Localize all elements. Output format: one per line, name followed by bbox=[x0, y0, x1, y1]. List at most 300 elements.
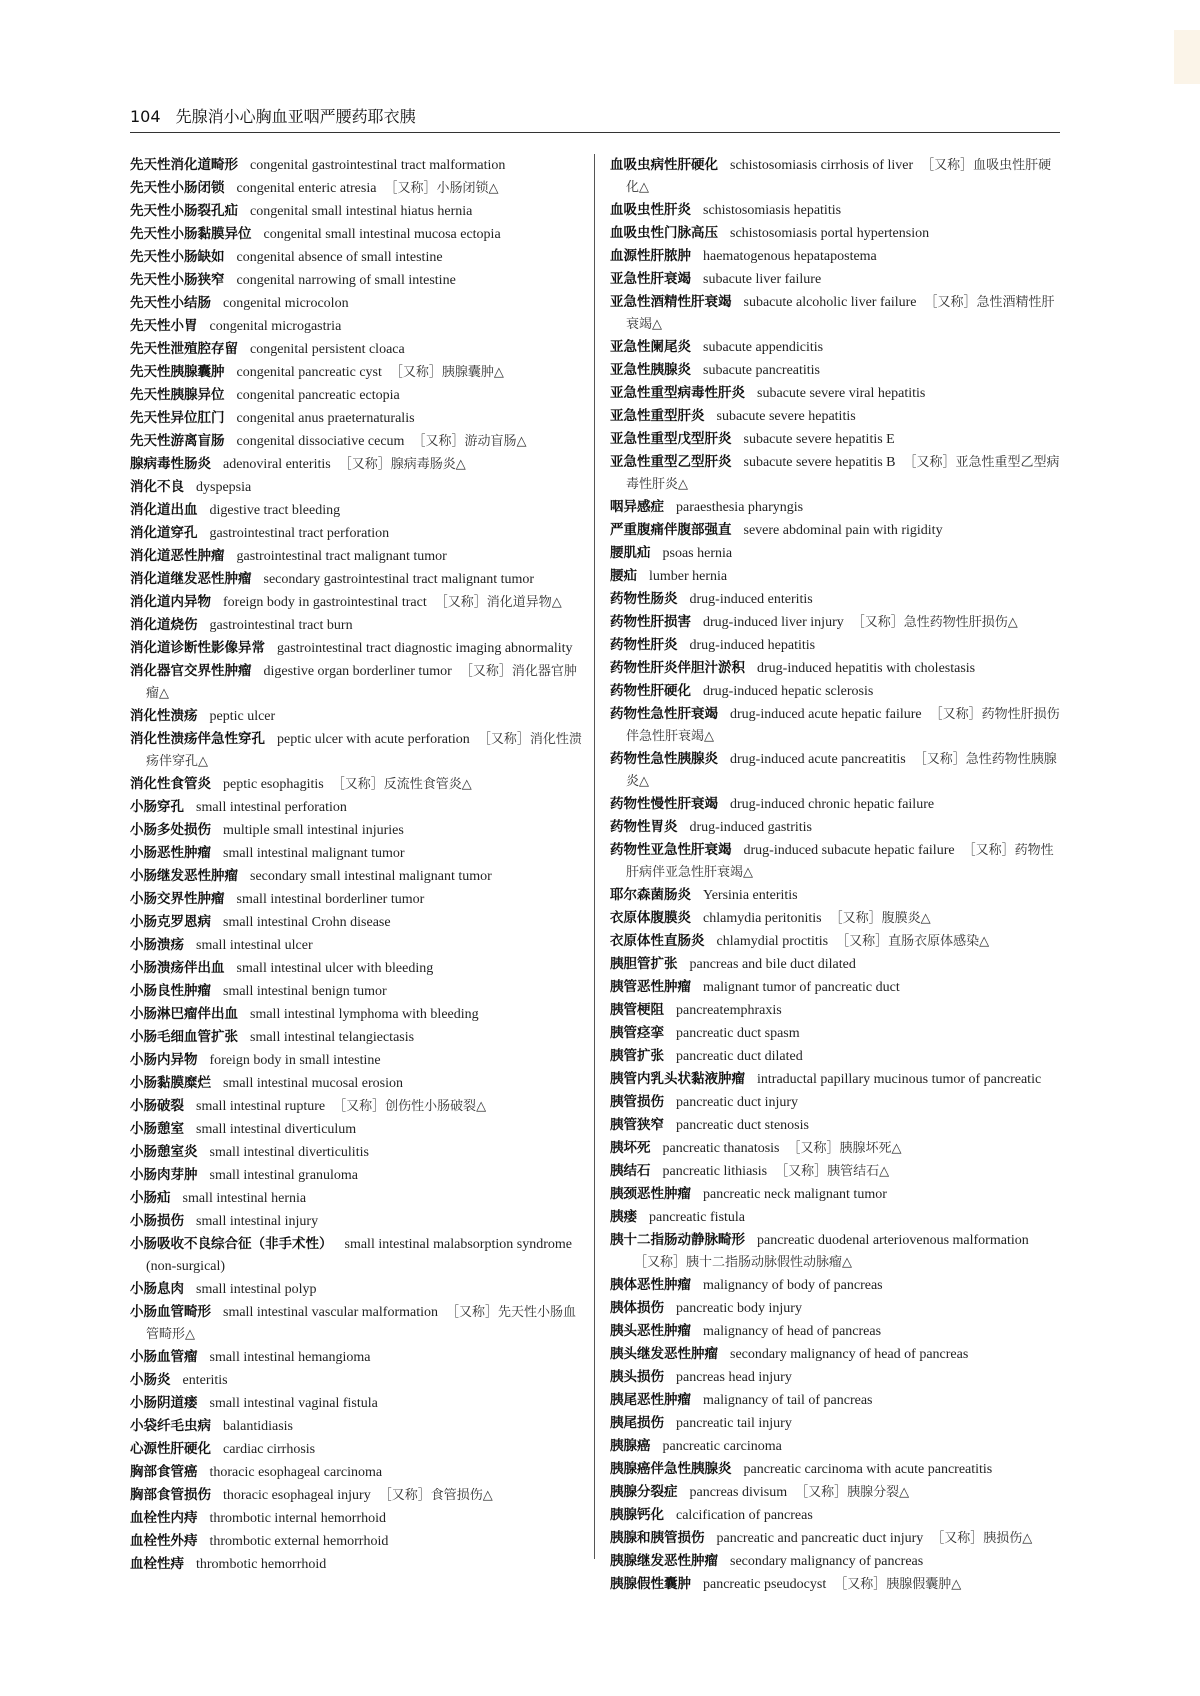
term-english: subacute severe viral hepatitis bbox=[757, 386, 926, 401]
term-chinese: 药物性肝炎伴胆汁淤积 bbox=[610, 660, 745, 676]
term-synonym-note: ［又称］食管损伤△ bbox=[378, 1488, 493, 1503]
term-english: malignancy of tail of pancreas bbox=[703, 1393, 873, 1408]
term-chinese: 胰管恶性肿瘤 bbox=[610, 979, 691, 995]
entry-columns bbox=[130, 154, 1060, 1592]
term-entry bbox=[130, 1049, 584, 1072]
term-synonym-note: ［又称］腹膜炎△ bbox=[829, 911, 931, 926]
term-entry bbox=[610, 336, 1060, 359]
term-entry bbox=[610, 1114, 1060, 1137]
term-entry bbox=[130, 934, 584, 957]
term-entry bbox=[130, 1461, 584, 1484]
term-english: malignant tumor of pancreatic duct bbox=[703, 980, 900, 995]
term-english: congenital anus praeternaturalis bbox=[236, 411, 415, 426]
term-synonym-note: ［又称］消化道异物△ bbox=[434, 595, 562, 610]
term-chinese: 消化道出血 bbox=[130, 502, 198, 518]
term-chinese: 药物性肝损害 bbox=[610, 614, 691, 630]
term-chinese: 亚急性重型乙型肝炎 bbox=[610, 454, 732, 470]
term-entry bbox=[610, 199, 1060, 222]
term-entry bbox=[610, 359, 1060, 382]
term-entry bbox=[130, 1164, 584, 1187]
term-entry bbox=[130, 246, 584, 269]
term-entry bbox=[610, 1343, 1060, 1366]
term-synonym-note: ［又称］血吸虫性肝硬化△ bbox=[626, 158, 1052, 195]
term-entry bbox=[130, 888, 584, 911]
term-english: pancreatic carcinoma with acute pancreatitis bbox=[743, 1462, 993, 1477]
term-entry bbox=[610, 680, 1060, 703]
term-english: small intestinal diverticulitis bbox=[209, 1145, 369, 1160]
term-chinese: 小肠溃疡伴出血 bbox=[130, 960, 225, 976]
term-english: peptic ulcer with acute perforation bbox=[277, 732, 470, 747]
term-entry bbox=[130, 957, 584, 980]
term-english: drug-induced acute hepatic failure bbox=[730, 707, 922, 722]
term-chinese: 小肠破裂 bbox=[130, 1098, 184, 1114]
term-english: small intestinal ulcer with bleeding bbox=[236, 961, 434, 976]
term-chinese: 胰腺癌伴急性胰腺炎 bbox=[610, 1461, 732, 1477]
term-entry bbox=[130, 1507, 584, 1530]
term-entry bbox=[130, 614, 584, 637]
term-english: cardiac cirrhosis bbox=[223, 1442, 316, 1457]
term-chinese: 小肠血管畸形 bbox=[130, 1304, 211, 1320]
term-english: small intestinal rupture bbox=[196, 1099, 326, 1114]
term-chinese: 先天性小肠黏膜异位 bbox=[130, 226, 252, 242]
term-synonym-note: ［又称］急性药物性肝损伤△ bbox=[851, 615, 1018, 630]
term-entry bbox=[130, 1233, 584, 1278]
term-chinese: 先天性小结肠 bbox=[130, 295, 211, 311]
term-chinese: 小肠吸收不良综合征（非手术性） bbox=[130, 1236, 333, 1252]
term-english: pancreatic lithiasis bbox=[662, 1164, 768, 1179]
term-english: severe abdominal pain with rigidity bbox=[743, 523, 943, 538]
term-chinese: 小肠溃疡 bbox=[130, 937, 184, 953]
term-english: pancreatic fistula bbox=[649, 1210, 746, 1225]
term-entry bbox=[610, 1527, 1060, 1550]
term-english: small intestinal diverticulum bbox=[196, 1122, 357, 1137]
term-entry bbox=[610, 634, 1060, 657]
term-entry bbox=[610, 611, 1060, 634]
term-chinese: 先天性小肠闭锁 bbox=[130, 180, 225, 196]
term-english: small intestinal malabsorption syndrome (non-surgical) bbox=[146, 1237, 572, 1274]
term-chinese: 消化道继发恶性肿瘤 bbox=[130, 571, 252, 587]
term-entry bbox=[130, 865, 584, 888]
term-chinese: 消化道内异物 bbox=[130, 594, 211, 610]
term-chinese: 耶尔森菌肠炎 bbox=[610, 887, 691, 903]
term-entry bbox=[610, 1481, 1060, 1504]
term-english: pancreatic and pancreatic duct injury bbox=[716, 1531, 924, 1546]
term-english: pancreatic duct spasm bbox=[676, 1026, 800, 1041]
term-entry bbox=[130, 842, 584, 865]
term-entry bbox=[130, 1278, 584, 1301]
term-chinese: 胰十二指肠动静脉畸形 bbox=[610, 1232, 745, 1248]
term-chinese: 小肠多处损伤 bbox=[130, 822, 211, 838]
term-chinese: 胰管狭窄 bbox=[610, 1117, 664, 1133]
term-english: thrombotic hemorrhoid bbox=[196, 1557, 327, 1572]
term-chinese: 胰体恶性肿瘤 bbox=[610, 1277, 691, 1293]
term-chinese: 腰疝 bbox=[610, 568, 637, 584]
term-chinese: 胰尾恶性肿瘤 bbox=[610, 1392, 691, 1408]
term-chinese: 胸部食管损伤 bbox=[130, 1487, 211, 1503]
term-english: paraesthesia pharyngis bbox=[676, 500, 804, 515]
term-english: schistosomiasis portal hypertension bbox=[730, 226, 930, 241]
term-english: small intestinal vaginal fistula bbox=[209, 1396, 378, 1411]
term-english: congenital persistent cloaca bbox=[250, 342, 405, 357]
term-synonym-note: ［又称］药物性肝损伤伴急性肝衰竭△ bbox=[626, 707, 1060, 744]
term-english: schistosomiasis cirrhosis of liver bbox=[730, 158, 914, 173]
term-chinese: 血栓性痔 bbox=[130, 1556, 184, 1572]
term-english: pancreatic duodenal arteriovenous malformation bbox=[757, 1233, 1029, 1248]
term-entry bbox=[610, 1068, 1060, 1091]
term-english: small intestinal hernia bbox=[182, 1191, 307, 1206]
term-english: congenital pancreatic cyst bbox=[236, 365, 382, 380]
term-english: pancreatic duct injury bbox=[676, 1095, 799, 1110]
term-chinese: 血栓性外痔 bbox=[130, 1533, 198, 1549]
term-english: small intestinal hemangioma bbox=[209, 1350, 371, 1365]
term-english: pancreatic carcinoma bbox=[662, 1439, 782, 1454]
term-chinese: 亚急性胰腺炎 bbox=[610, 362, 691, 378]
term-chinese: 药物性胃炎 bbox=[610, 819, 678, 835]
term-chinese: 先天性胰腺异位 bbox=[130, 387, 225, 403]
term-chinese: 药物性急性胰腺炎 bbox=[610, 751, 718, 767]
term-chinese: 胰腺分裂症 bbox=[610, 1484, 678, 1500]
term-chinese: 小肠炎 bbox=[130, 1372, 171, 1388]
term-chinese: 亚急性肝衰竭 bbox=[610, 271, 691, 287]
term-chinese: 胰腺继发恶性肿瘤 bbox=[610, 1553, 718, 1569]
term-chinese: 胰胆管扩张 bbox=[610, 956, 678, 972]
term-english: congenital enteric atresia bbox=[236, 181, 377, 196]
term-english: Yersinia enteritis bbox=[703, 888, 798, 903]
term-chinese: 胰管扩张 bbox=[610, 1048, 664, 1064]
term-entry bbox=[130, 430, 584, 453]
term-chinese: 先天性胰腺囊肿 bbox=[130, 364, 225, 380]
term-entry bbox=[610, 999, 1060, 1022]
page-title: 先腺消小心胸血亚咽严腰药耶衣胰 bbox=[175, 107, 416, 126]
term-english: small intestinal telangiectasis bbox=[250, 1030, 415, 1045]
term-entry bbox=[610, 405, 1060, 428]
term-english: secondary gastrointestinal tract malignant tumor bbox=[263, 572, 535, 587]
term-english: small intestinal lymphoma with bleeding bbox=[250, 1007, 479, 1022]
term-chinese: 小肠内异物 bbox=[130, 1052, 198, 1068]
term-synonym-note: ［又称］反流性食管炎△ bbox=[331, 777, 472, 792]
term-chinese: 消化性溃疡 bbox=[130, 708, 198, 724]
term-chinese: 先天性小胃 bbox=[130, 318, 198, 334]
term-entry bbox=[610, 657, 1060, 680]
term-chinese: 小肠损伤 bbox=[130, 1213, 184, 1229]
term-entry bbox=[610, 976, 1060, 999]
term-entry bbox=[130, 1438, 584, 1461]
term-synonym-note: ［又称］急性药物性胰腺炎△ bbox=[626, 752, 1057, 789]
term-english: congenital narrowing of small intestine bbox=[236, 273, 456, 288]
term-entry bbox=[130, 1530, 584, 1553]
term-chinese: 亚急性重型病毒性肝炎 bbox=[610, 385, 745, 401]
term-entry bbox=[130, 453, 584, 476]
term-entry bbox=[610, 1435, 1060, 1458]
term-chinese: 先天性游离盲肠 bbox=[130, 433, 225, 449]
term-english: small intestinal vascular malformation bbox=[223, 1305, 438, 1320]
term-chinese: 血栓性内痔 bbox=[130, 1510, 198, 1526]
term-english: drug-induced subacute hepatic failure bbox=[743, 843, 955, 858]
term-entry bbox=[610, 565, 1060, 588]
term-chinese: 小肠肉芽肿 bbox=[130, 1167, 198, 1183]
term-chinese: 消化道诊断性影像异常 bbox=[130, 640, 265, 656]
term-chinese: 先天性异位肛门 bbox=[130, 410, 225, 426]
term-chinese: 胰腺和胰管损伤 bbox=[610, 1530, 705, 1546]
term-entry bbox=[130, 660, 584, 705]
term-english: small intestinal benign tumor bbox=[223, 984, 387, 999]
term-english: congenital pancreatic ectopia bbox=[236, 388, 400, 403]
term-chinese: 小肠阴道瘘 bbox=[130, 1395, 198, 1411]
term-chinese: 胰瘘 bbox=[610, 1209, 637, 1225]
term-entry bbox=[130, 568, 584, 591]
term-english: drug-induced liver injury bbox=[703, 615, 844, 630]
term-entry bbox=[130, 1187, 584, 1210]
term-english: haematogenous hepatapostema bbox=[703, 249, 877, 264]
term-english: congenital dissociative cecum bbox=[236, 434, 405, 449]
left-column bbox=[130, 154, 584, 1576]
term-entry bbox=[610, 884, 1060, 907]
term-chinese: 血吸虫病性肝硬化 bbox=[610, 157, 718, 173]
term-entry bbox=[130, 1553, 584, 1576]
term-entry bbox=[130, 499, 584, 522]
term-english: gastrointestinal tract perforation bbox=[209, 526, 390, 541]
right-column bbox=[610, 154, 1060, 1596]
term-entry bbox=[130, 819, 584, 842]
term-english: adenoviral enteritis bbox=[223, 457, 331, 472]
term-english: congenital gastrointestinal tract malformation bbox=[250, 158, 506, 173]
term-chinese: 胰结石 bbox=[610, 1163, 651, 1179]
term-english: pancreatic body injury bbox=[676, 1301, 802, 1316]
term-chinese: 胰坏死 bbox=[610, 1140, 651, 1156]
term-entry bbox=[610, 268, 1060, 291]
term-english: subacute appendicitis bbox=[703, 340, 824, 355]
term-english: multiple small intestinal injuries bbox=[223, 823, 404, 838]
term-english: small intestinal borderliner tumor bbox=[236, 892, 425, 907]
term-entry bbox=[130, 1210, 584, 1233]
term-entry bbox=[130, 338, 584, 361]
term-chinese: 小肠良性肿瘤 bbox=[130, 983, 211, 999]
term-entry bbox=[130, 476, 584, 499]
term-english: foreign body in gastrointestinal tract bbox=[223, 595, 427, 610]
term-chinese: 小肠血管瘤 bbox=[130, 1349, 198, 1365]
page-header bbox=[130, 104, 1060, 133]
term-entry bbox=[610, 542, 1060, 565]
term-entry bbox=[610, 793, 1060, 816]
term-entry bbox=[610, 703, 1060, 748]
term-english: congenital microgastria bbox=[209, 319, 342, 334]
term-entry bbox=[130, 407, 584, 430]
term-entry bbox=[610, 1389, 1060, 1412]
term-entry bbox=[130, 1392, 584, 1415]
term-entry bbox=[610, 496, 1060, 519]
term-entry bbox=[610, 222, 1060, 245]
term-chinese: 血吸虫性门脉高压 bbox=[610, 225, 718, 241]
term-entry bbox=[130, 911, 584, 934]
term-entry bbox=[610, 930, 1060, 953]
term-entry bbox=[130, 1369, 584, 1392]
term-entry bbox=[130, 1095, 584, 1118]
term-chinese: 小肠息肉 bbox=[130, 1281, 184, 1297]
term-entry bbox=[130, 591, 584, 614]
term-english: drug-induced gastritis bbox=[689, 820, 812, 835]
term-english: lumber hernia bbox=[649, 569, 728, 584]
term-chinese: 消化器官交界性肿瘤 bbox=[130, 663, 252, 679]
term-english: secondary malignancy of head of pancreas bbox=[730, 1347, 969, 1362]
term-english: digestive organ borderliner tumor bbox=[263, 664, 452, 679]
term-entry bbox=[130, 1026, 584, 1049]
term-english: digestive tract bleeding bbox=[209, 503, 341, 518]
term-english: calcification of pancreas bbox=[676, 1508, 813, 1523]
term-chinese: 先天性小肠狭窄 bbox=[130, 272, 225, 288]
term-entry bbox=[610, 1412, 1060, 1435]
term-english: congenital small intestinal mucosa ectopia bbox=[263, 227, 501, 242]
term-chinese: 药物性急性肝衰竭 bbox=[610, 706, 718, 722]
term-entry bbox=[130, 269, 584, 292]
term-entry bbox=[130, 980, 584, 1003]
term-chinese: 心源性肝硬化 bbox=[130, 1441, 211, 1457]
term-english: drug-induced acute pancreatitis bbox=[730, 752, 906, 767]
term-synonym-note: ［又称］药物性肝病伴亚急性肝衰竭△ bbox=[626, 843, 1054, 880]
term-chinese: 先天性小肠缺如 bbox=[130, 249, 225, 265]
term-english: small intestinal mucosal erosion bbox=[223, 1076, 404, 1091]
term-synonym-note: ［又称］消化性溃疡伴穿孔△ bbox=[146, 732, 582, 769]
term-chinese: 消化不良 bbox=[130, 479, 184, 495]
term-english: subacute severe hepatitis E bbox=[743, 432, 895, 447]
term-english: subacute pancreatitis bbox=[703, 363, 821, 378]
term-chinese: 先天性泄殖腔存留 bbox=[130, 341, 238, 357]
term-chinese: 胰管梗阻 bbox=[610, 1002, 664, 1018]
term-synonym-note: ［又称］亚急性重型乙型病毒性肝炎△ bbox=[626, 455, 1060, 492]
term-english: drug-induced hepatic sclerosis bbox=[703, 684, 874, 699]
term-synonym-note: ［又称］游动盲肠△ bbox=[412, 434, 527, 449]
term-chinese: 胰头恶性肿瘤 bbox=[610, 1323, 691, 1339]
term-synonym-note: ［又称］胰腺假囊肿△ bbox=[834, 1577, 962, 1592]
term-synonym-note: ［又称］胰腺坏死△ bbox=[787, 1141, 902, 1156]
term-english: gastrointestinal tract diagnostic imaging abnormality bbox=[277, 641, 573, 656]
term-english: subacute liver failure bbox=[703, 272, 822, 287]
term-synonym-note: ［又称］胰十二指肠动脉假性动脉瘤△ bbox=[634, 1255, 852, 1270]
term-english: gastrointestinal tract malignant tumor bbox=[236, 549, 447, 564]
term-synonym-note: ［又称］先天性小肠血管畸形△ bbox=[146, 1305, 577, 1342]
term-chinese: 胰颈恶性肿瘤 bbox=[610, 1186, 691, 1202]
term-entry bbox=[130, 223, 584, 246]
term-chinese: 血吸虫性肝炎 bbox=[610, 202, 691, 218]
term-english: malignancy of head of pancreas bbox=[703, 1324, 882, 1339]
term-entry bbox=[610, 1091, 1060, 1114]
term-english: drug-induced enteritis bbox=[689, 592, 813, 607]
term-entry bbox=[610, 816, 1060, 839]
term-chinese: 胰管痉挛 bbox=[610, 1025, 664, 1041]
term-entry bbox=[130, 361, 584, 384]
corner-tab bbox=[1174, 30, 1200, 84]
term-entry bbox=[130, 1301, 584, 1346]
term-english: small intestinal Crohn disease bbox=[223, 915, 391, 930]
term-chinese: 咽异感症 bbox=[610, 499, 664, 515]
term-entry bbox=[610, 839, 1060, 884]
term-synonym-note: ［又称］胰腺囊肿△ bbox=[389, 365, 504, 380]
term-entry bbox=[130, 200, 584, 223]
term-entry bbox=[130, 545, 584, 568]
term-entry bbox=[610, 1573, 1060, 1596]
term-chinese: 亚急性阑尾炎 bbox=[610, 339, 691, 355]
term-entry bbox=[130, 522, 584, 545]
term-chinese: 小肠淋巴瘤伴出血 bbox=[130, 1006, 238, 1022]
term-entry bbox=[130, 315, 584, 338]
term-english: pancreatic thanatosis bbox=[662, 1141, 780, 1156]
term-english: pancreatic tail injury bbox=[676, 1416, 792, 1431]
term-synonym-note: ［又称］直肠衣原体感染△ bbox=[836, 934, 990, 949]
term-chinese: 胰体损伤 bbox=[610, 1300, 664, 1316]
term-chinese: 衣原体性直肠炎 bbox=[610, 933, 705, 949]
term-chinese: 先天性消化道畸形 bbox=[130, 157, 238, 173]
term-english: peptic esophagitis bbox=[223, 777, 324, 792]
term-entry bbox=[610, 1022, 1060, 1045]
term-entry bbox=[130, 292, 584, 315]
term-entry bbox=[610, 1458, 1060, 1481]
term-english: pancreas and bile duct dilated bbox=[689, 957, 856, 972]
term-entry bbox=[130, 177, 584, 200]
term-entry bbox=[130, 796, 584, 819]
term-chinese: 药物性肝炎 bbox=[610, 637, 678, 653]
term-chinese: 小肠毛细血管扩张 bbox=[130, 1029, 238, 1045]
term-chinese: 胰尾损伤 bbox=[610, 1415, 664, 1431]
term-english: subacute alcoholic liver failure bbox=[743, 295, 917, 310]
term-synonym-note: ［又称］腺病毒肠炎△ bbox=[338, 457, 466, 472]
term-entry bbox=[130, 1003, 584, 1026]
term-english: schistosomiasis hepatitis bbox=[703, 203, 842, 218]
term-english: drug-induced chronic hepatic failure bbox=[730, 797, 935, 812]
term-entry bbox=[610, 1229, 1060, 1274]
term-english: dyspepsia bbox=[196, 480, 252, 495]
term-entry bbox=[610, 1183, 1060, 1206]
page-number: 104 bbox=[130, 107, 161, 126]
term-english: chlamydial proctitis bbox=[716, 934, 829, 949]
term-chinese: 小肠交界性肿瘤 bbox=[130, 891, 225, 907]
term-english: small intestinal polyp bbox=[196, 1282, 317, 1297]
term-entry bbox=[130, 773, 584, 796]
term-english: thoracic esophageal injury bbox=[223, 1488, 371, 1503]
term-entry bbox=[610, 245, 1060, 268]
term-chinese: 小肠恶性肿瘤 bbox=[130, 845, 211, 861]
term-entry bbox=[130, 1484, 584, 1507]
term-entry bbox=[610, 748, 1060, 793]
term-chinese: 胰腺钙化 bbox=[610, 1507, 664, 1523]
term-english: enteritis bbox=[182, 1373, 228, 1388]
column-divider bbox=[594, 154, 595, 1559]
term-entry bbox=[610, 519, 1060, 542]
term-chinese: 消化性溃疡伴急性穿孔 bbox=[130, 731, 265, 747]
term-entry bbox=[610, 1366, 1060, 1389]
term-english: congenital absence of small intestine bbox=[236, 250, 443, 265]
term-english: small intestinal perforation bbox=[196, 800, 347, 815]
term-english: pancreatemphraxis bbox=[676, 1003, 782, 1018]
term-entry bbox=[130, 1141, 584, 1164]
term-chinese: 胰管损伤 bbox=[610, 1094, 664, 1110]
term-english: subacute severe hepatitis bbox=[716, 409, 856, 424]
term-english: secondary small intestinal malignant tumor bbox=[250, 869, 492, 884]
term-english: peptic ulcer bbox=[209, 709, 276, 724]
term-chinese: 小肠疝 bbox=[130, 1190, 171, 1206]
term-english: congenital small intestinal hiatus hernia bbox=[250, 204, 473, 219]
term-entry bbox=[130, 1415, 584, 1438]
term-chinese: 药物性亚急性肝衰竭 bbox=[610, 842, 732, 858]
term-english: drug-induced hepatitis bbox=[689, 638, 816, 653]
term-chinese: 严重腹痛伴腹部强直 bbox=[610, 522, 732, 538]
term-chinese: 胰管内乳头状黏液肿瘤 bbox=[610, 1071, 745, 1087]
term-entry bbox=[610, 451, 1060, 496]
term-entry bbox=[610, 1274, 1060, 1297]
term-english: small intestinal injury bbox=[196, 1214, 319, 1229]
term-chinese: 先天性小肠裂孔疝 bbox=[130, 203, 238, 219]
term-chinese: 小肠憩室 bbox=[130, 1121, 184, 1137]
term-chinese: 小肠穿孔 bbox=[130, 799, 184, 815]
term-chinese: 衣原体腹膜炎 bbox=[610, 910, 691, 926]
